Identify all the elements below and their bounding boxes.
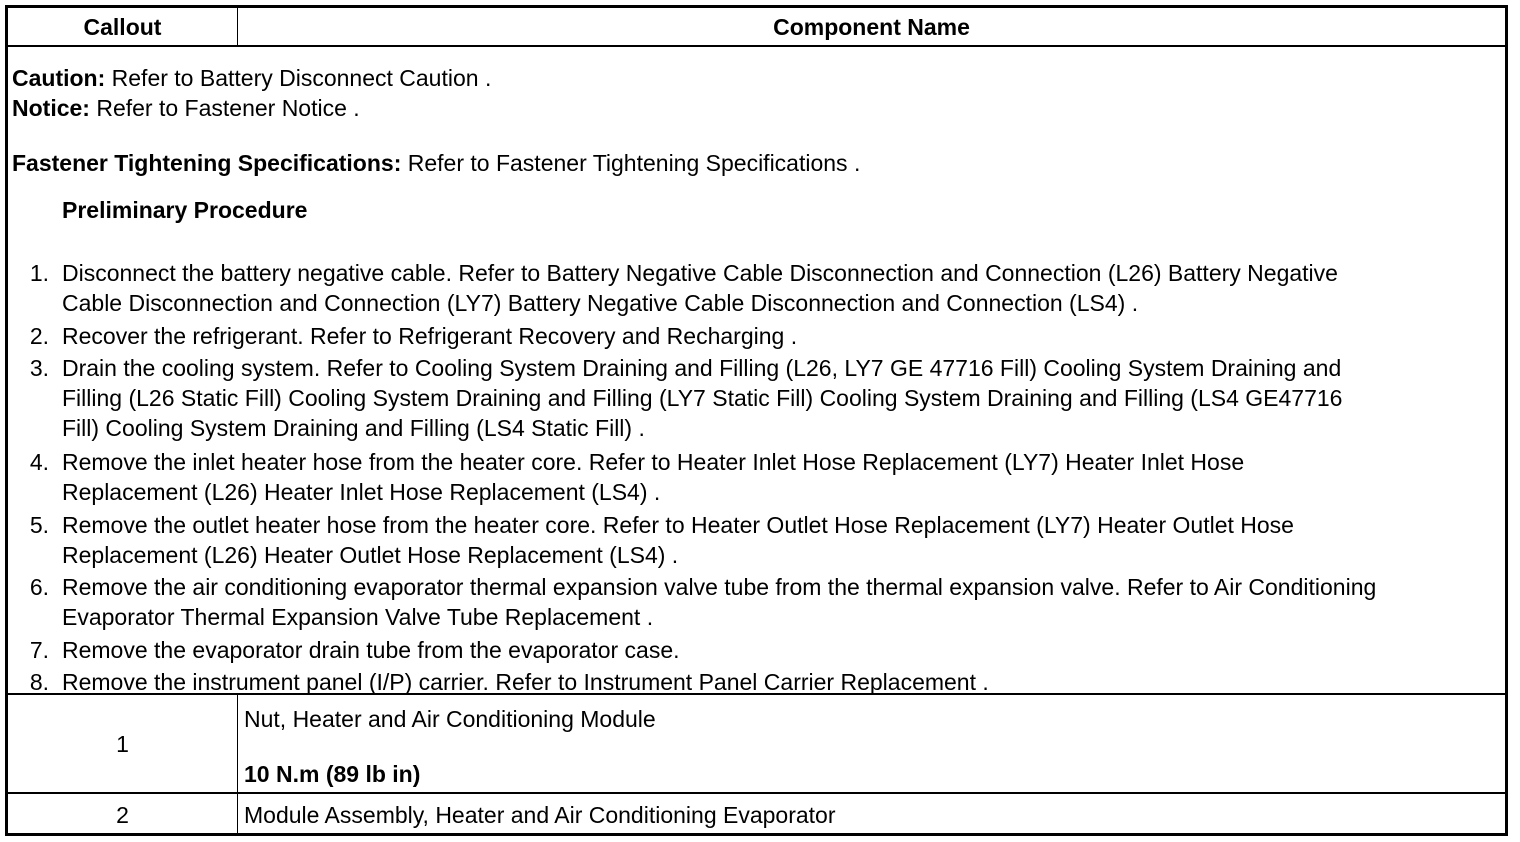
component-name-cell: Module Assembly, Heater and Air Conditioning Evaporator	[244, 802, 836, 828]
step-line: Remove the outlet heater hose from the heater core. Refer to Heater Outlet Hose Replacement (LY7) Heater Outlet Hose	[62, 512, 1294, 538]
notice-text: Refer to Fastener Notice .	[89, 95, 360, 121]
caution-text: Refer to Battery Disconnect Caution .	[105, 65, 492, 91]
step-line: Recover the refrigerant. Refer to Refrigerant Recovery and Recharging .	[62, 323, 798, 349]
step-text	[62, 572, 1495, 632]
procedure-title: Preliminary Procedure	[62, 197, 308, 223]
step-number: 6.	[29, 574, 49, 600]
component-name-column-header: Component Name	[773, 14, 970, 40]
fastener-spec-note	[12, 148, 860, 178]
step-line: Disconnect the battery negative cable. Refer to Battery Negative Cable Disconnection and Connection (L26) Battery Negative	[62, 260, 1338, 286]
caution-label: Caution:	[12, 65, 106, 91]
step-line: Remove the instrument panel (I/P) carrier. Refer to Instrument Panel Carrier Replacement .	[62, 669, 989, 695]
step-number: 4.	[29, 449, 49, 475]
table-header-row	[8, 8, 1505, 47]
step-number: 3.	[29, 355, 49, 381]
component-table	[5, 5, 1508, 836]
step-line: Fill) Cooling System Draining and Filling (LS4 Static Fill) .	[62, 415, 645, 441]
step-text	[62, 510, 1495, 570]
caution-note	[12, 63, 491, 93]
table-row	[8, 794, 1505, 836]
notice-note	[12, 93, 360, 123]
step-number: 5.	[29, 512, 49, 538]
step-text	[62, 258, 1495, 318]
component-name: Nut, Heater and Air Conditioning Module	[244, 706, 656, 732]
fastener-spec-text: Refer to Fastener Tightening Specifications .	[401, 150, 861, 176]
torque-spec: 10 N.m (89 lb in)	[244, 761, 421, 787]
step-text	[62, 447, 1495, 507]
step-line: Replacement (L26) Heater Outlet Hose Replacement (LS4) .	[62, 542, 679, 568]
step-number: 8.	[29, 669, 49, 695]
callout-cell: 1	[8, 695, 238, 792]
step-number: 7.	[29, 637, 49, 663]
step-line: Filling (L26 Static Fill) Cooling System Draining and Filling (LY7 Static Fill) Cooling System Draining and Filling (LS4 GE47716	[62, 385, 1343, 411]
step-line: Drain the cooling system. Refer to Cooling System Draining and Filling (L26, LY7 GE 47716 Fill) Cooling System Draining and	[62, 355, 1342, 381]
callout-cell: 2	[8, 794, 238, 836]
procedure-section	[8, 47, 1505, 695]
step-number: 2.	[29, 323, 49, 349]
step-line: Remove the air conditioning evaporator thermal expansion valve tube from the thermal expansion valve. Refer to Air Conditioning	[62, 574, 1377, 600]
step-line: Cable Disconnection and Connection (LY7) Battery Negative Cable Disconnection and Connection (LS4) .	[62, 290, 1139, 316]
step-number: 1.	[29, 260, 49, 286]
step-line: Remove the evaporator drain tube from the evaporator case.	[62, 637, 680, 663]
step-line: Evaporator Thermal Expansion Valve Tube Replacement .	[62, 604, 654, 630]
step-line: Remove the inlet heater hose from the heater core. Refer to Heater Inlet Hose Replacement (LY7) Heater Inlet Hose	[62, 449, 1245, 475]
step-line: Replacement (L26) Heater Inlet Hose Replacement (LS4) .	[62, 479, 661, 505]
step-text	[62, 667, 1495, 697]
component-name-cell	[244, 695, 1505, 792]
step-text	[62, 321, 1495, 351]
step-text	[62, 353, 1495, 443]
table-row	[8, 695, 1505, 794]
step-text	[62, 635, 1495, 665]
fastener-spec-label: Fastener Tightening Specifications:	[12, 150, 402, 176]
callout-column-header: Callout	[8, 8, 238, 45]
notice-label: Notice:	[12, 95, 90, 121]
